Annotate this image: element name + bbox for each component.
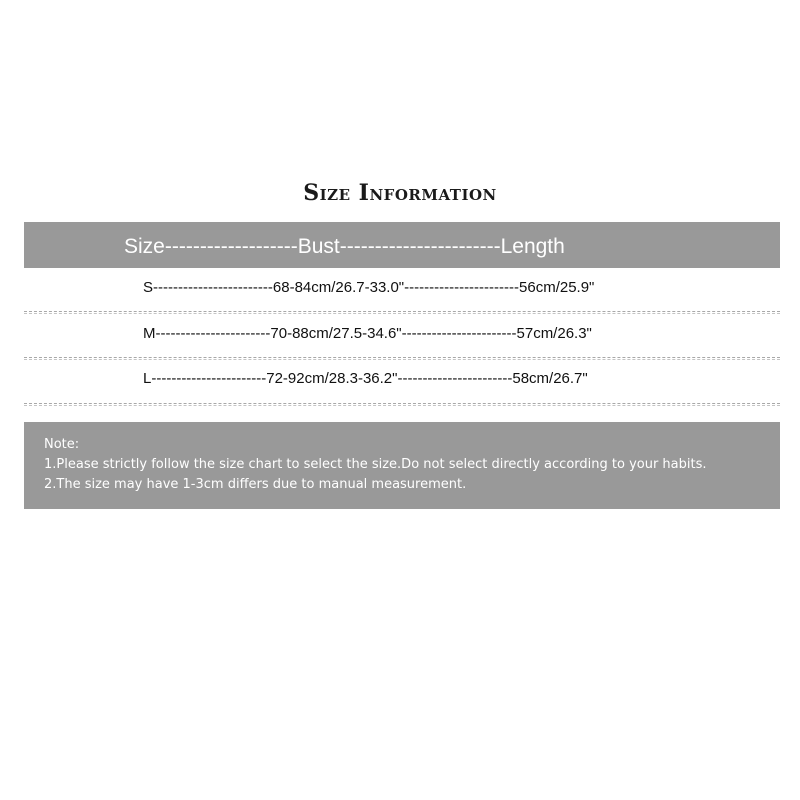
row-divider xyxy=(24,311,780,314)
table-header-text: Size-------------------Bust-----------------------Length xyxy=(124,235,565,258)
row-divider xyxy=(24,403,780,406)
row-divider xyxy=(24,357,780,360)
note-label: Note: xyxy=(44,437,80,452)
table-header-bar xyxy=(24,222,780,268)
note-box xyxy=(24,422,780,509)
size-row-s: S------------------------68-84cm/26.7-33.0"-----------------------56cm/25.9" xyxy=(143,279,595,296)
note-line-1: 1.Please strictly follow the size chart to select the size.Do not select directly according to your habits. xyxy=(44,457,707,472)
size-row-m: M-----------------------70-88cm/27.5-34.6"-----------------------57cm/26.3" xyxy=(143,325,592,342)
size-row-l: L-----------------------72-92cm/28.3-36.2"-----------------------58cm/26.7" xyxy=(143,370,588,387)
page-title: Size Information xyxy=(303,180,497,206)
note-line-2: 2.The size may have 1-3cm differs due to manual measurement. xyxy=(44,477,467,492)
